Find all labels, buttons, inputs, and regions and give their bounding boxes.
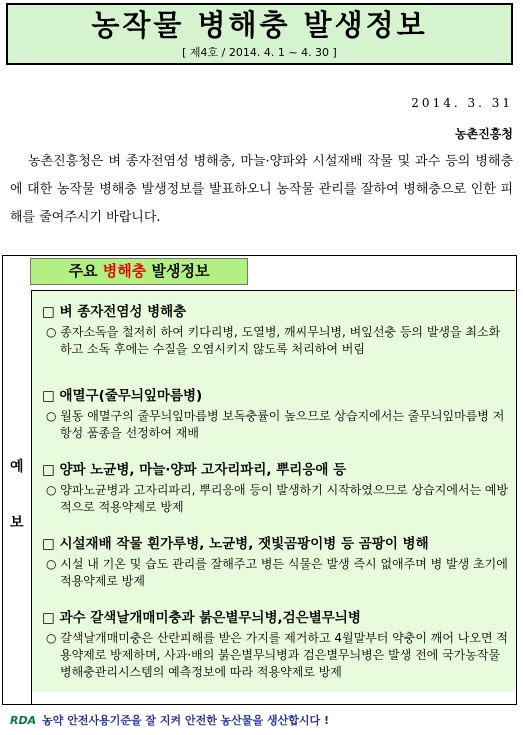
forecast-item bbox=[42, 303, 510, 358]
forecast-panel bbox=[32, 290, 515, 692]
issue-info: [ 제4호 / 2014. 4. 1 ~ 4. 30 ] bbox=[182, 46, 337, 59]
footer-text: 농약 안전사용기준을 잘 지켜 안전한 농산물을 생산합시다 ! bbox=[42, 714, 329, 727]
item-body: ○ 월동 애멸구의 줄무늬잎마름병 보독충률이 높으므로 상습지에서는 줄무늬잎마름병 저항성 품종을 선정하여 재배 bbox=[46, 409, 505, 440]
item-body: ○ 종자소독을 철저히 하여 키다리병, 도열병, 깨씨무늬병, 벼잎선충 등의 발생을 최소화하고 소독 후에는 수질을 오염시키지 않도록 처리하여 버림 bbox=[46, 325, 501, 356]
side-label-bottom: 보 bbox=[10, 515, 24, 531]
forecast-side-label bbox=[2, 290, 32, 705]
item-body: ○ 갈색날개매미충은 산란피해를 받은 가지를 제거하고 4월말부터 약충이 깨어 나오면 적용약제로 방제하며, 사과·배의 붉은별무늬병과 검은별무늬병은 발생 전에 국가농작물병해충관리시스템의 예측정보에 따라 적용약제로 방제 bbox=[46, 631, 508, 679]
organization: 농촌진흥청 bbox=[455, 127, 513, 141]
section-title-highlight: 병해충 bbox=[102, 262, 147, 280]
issue-date: 2014. 3. 31 bbox=[411, 96, 513, 110]
forecast-item bbox=[42, 609, 510, 681]
item-body: ○ 양파노균병과 고자리파리, 뿌리응애 등이 발생하기 시작하였으므로 상습지에서는 예방적으로 적용약제로 방제 bbox=[46, 483, 509, 514]
intro-paragraph: 농촌진흥청은 벼 종자전염성 병해충, 마늘·양파와 시설재배 작물 및 과수 등의 병해충에 대한 농작물 병해충 발생정보를 발표하오니 농작물 관리를 잘하여 병해충으로 인한 피해를 줄여주시기 바랍니다. bbox=[10, 154, 513, 225]
item-body: ○ 시설 내 기온 및 습도 관리를 잘해주고 병든 식물은 발생 즉시 없애주며 병 발생 초기에 적용약제로 방제 bbox=[46, 557, 508, 588]
section-title-prefix: 주요 bbox=[68, 262, 103, 280]
side-label-top: 예 bbox=[10, 459, 24, 475]
header-box bbox=[6, 3, 513, 65]
rda-logo: RDA bbox=[10, 714, 37, 727]
forecast-item bbox=[42, 461, 510, 516]
forecast-item bbox=[42, 535, 510, 590]
item-heading: □ 시설재배 작물 흰가루병, 노균병, 잿빛곰팡이병 등 곰팡이 병해 bbox=[42, 536, 429, 552]
item-heading: □ 양파 노균병, 마늘·양파 고자리파리, 뿌리응애 등 bbox=[42, 462, 347, 478]
page-title: 농작물 병해충 발생정보 bbox=[91, 8, 428, 42]
item-heading: □ 애멸구(줄무늬잎마름병) bbox=[42, 388, 203, 404]
footer-slogan bbox=[10, 712, 329, 728]
forecast-item bbox=[42, 387, 510, 442]
item-heading: □ 벼 종자전염성 병해충 bbox=[42, 304, 187, 320]
section-title bbox=[30, 258, 248, 285]
section-title-suffix: 발생정보 bbox=[146, 262, 210, 280]
item-heading: □ 과수 갈색날개매미충과 붉은별무늬병,검은별무늬병 bbox=[42, 610, 361, 626]
